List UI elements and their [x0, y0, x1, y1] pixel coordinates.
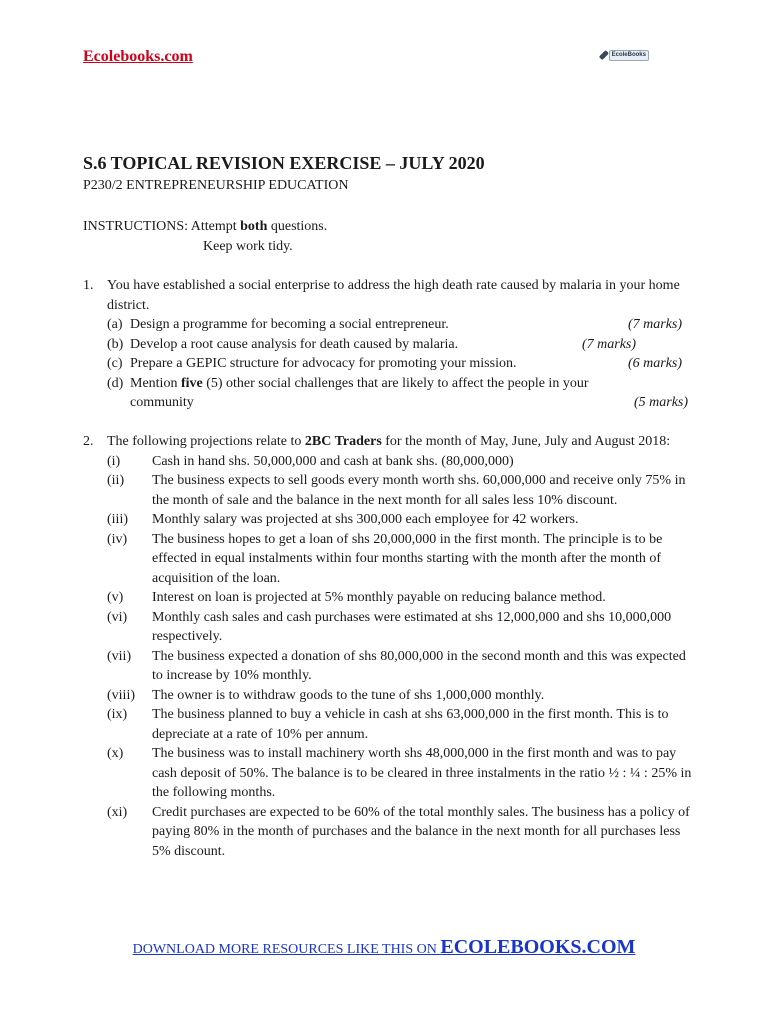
- list-item: [107, 686, 697, 706]
- part-text-content: Develop a root cause analysis for death caused by malaria.: [130, 336, 459, 352]
- item-label: (xi): [107, 804, 128, 820]
- part-text-pre: Mention: [130, 375, 181, 391]
- list-item: [107, 744, 697, 803]
- instructions-label: INSTRUCTIONS: Attempt: [83, 219, 241, 234]
- item-text: The business hopes to get a loan of shs 20,000,000 in the first month. The principle is to be effected in equal instalments within four months starting with the month after the month of acquisition of the loan.: [152, 531, 663, 586]
- item-label: (x): [107, 746, 124, 761]
- ecolebooks-header-link[interactable]: Ecolebooks.com: [83, 48, 193, 65]
- part-label: (a): [107, 317, 123, 332]
- part-text-content: Design a programme for becoming a social entrepreneur.: [130, 317, 449, 332]
- item-label: (ii): [107, 473, 125, 488]
- list-item: [107, 705, 697, 744]
- list-item: [107, 588, 697, 608]
- question-2-text-pre: The following projections relate to: [107, 434, 305, 449]
- company-name: 2BC Traders: [304, 434, 382, 449]
- part-text-line-2: community: [130, 395, 194, 410]
- instructions-line-2: Keep work tidy.: [203, 239, 293, 254]
- part-marks: (7 marks): [628, 317, 683, 332]
- part-marks: (7 marks): [582, 336, 637, 352]
- page-title: S.6 TOPICAL REVISION EXERCISE – JULY 2020: [83, 153, 485, 173]
- ecolebooks-logo: [601, 48, 649, 62]
- question-1-part-d: [107, 374, 697, 413]
- question-2-text-post: for the month of May, June, July and August 2018:: [381, 434, 671, 449]
- part-text-post: (5) other social challenges that are likely to affect the people in your: [202, 375, 589, 391]
- part-label: (d): [107, 375, 124, 391]
- question-2: [83, 432, 697, 861]
- item-text: The business expects to sell goods every month worth shs. 60,000,000 and receive only 75% in the month of sale and the balance in the next month for all sales less 10% discount.: [152, 473, 686, 508]
- item-label: (iv): [107, 531, 128, 547]
- part-label: (b): [107, 336, 124, 352]
- question-1-part-c: [107, 354, 697, 374]
- part-marks: (5 marks): [634, 395, 689, 410]
- item-text: Monthly salary was projected at shs 300,000 each employee for 42 workers.: [152, 512, 579, 527]
- part-label: (c): [107, 356, 123, 371]
- question-2-text: [107, 432, 697, 452]
- list-item: [107, 803, 697, 862]
- question-1: [83, 276, 697, 413]
- part-text: [130, 315, 697, 335]
- question-1-header: [83, 276, 697, 315]
- list-item: [107, 452, 697, 472]
- instructions-rest: questions.: [267, 219, 328, 234]
- item-text: The owner is to withdraw goods to the tune of shs 1,000,000 monthly.: [152, 687, 545, 703]
- item-label: (viii): [107, 687, 135, 703]
- question-1-part-b: [107, 335, 697, 355]
- page-subtitle: P230/2 ENTREPRENEURSHIP EDUCATION: [83, 178, 349, 193]
- part-text: [130, 354, 697, 374]
- list-item: [107, 530, 697, 589]
- item-text: Monthly cash sales and cash purchases were estimated at shs 12,000,000 and shs 10,000,000 respectively.: [152, 609, 672, 644]
- part-text: [130, 335, 697, 355]
- part-text: [130, 374, 697, 413]
- item-text: The business expected a donation of shs 80,000,000 in the second month and this was expected to increase by 10% monthly.: [152, 648, 686, 683]
- list-item: [107, 471, 697, 510]
- item-label: (vii): [107, 648, 132, 664]
- item-text: Credit purchases are expected to be 60% of the total monthly sales. The business has a policy of paying 80% in the month of purchases and the balance in the next month for all purchases less 5% discount.: [152, 804, 690, 859]
- item-text: Interest on loan is projected at 5% monthly payable on reducing balance method.: [152, 590, 606, 605]
- question-1-number: 1.: [83, 278, 94, 293]
- list-item: [107, 608, 697, 647]
- item-label: (v): [107, 590, 124, 605]
- question-2-number: 2.: [83, 434, 94, 449]
- instructions-bold: both: [240, 219, 268, 234]
- question-1-text: You have established a social enterprise to address the high death rate caused by malaria in your home district.: [107, 278, 680, 313]
- item-label: (ix): [107, 707, 128, 722]
- list-item: [107, 510, 697, 530]
- instructions-line-1: [83, 217, 327, 237]
- item-label: (iii): [107, 512, 128, 527]
- item-label: (i): [107, 453, 121, 469]
- item-label: (vi): [107, 609, 128, 625]
- footer-link-text: DOWNLOAD MORE RESOURCES LIKE THIS ON: [132, 942, 441, 957]
- item-text: Cash in hand shs. 50,000,000 and cash at bank shs. (80,000,000): [152, 453, 514, 469]
- list-item: [107, 647, 697, 686]
- download-resources-link[interactable]: [0, 936, 768, 959]
- question-2-header: [83, 432, 697, 452]
- item-text: The business planned to buy a vehicle in cash at shs 63,000,000 in the first month. This is to depreciate at a rate of 10% per annum.: [152, 707, 669, 742]
- part-text-bold: five: [180, 375, 203, 391]
- instructions: [83, 217, 327, 257]
- footer-link-site: ECOLEBOOKS.COM: [440, 936, 636, 958]
- book-icon: [599, 50, 609, 60]
- logo-text: EcoleBooks: [609, 50, 649, 61]
- part-marks: (6 marks): [628, 356, 683, 371]
- question-1-part-a: [107, 315, 697, 335]
- part-text-content: Prepare a GEPIC structure for advocacy for promoting your mission.: [130, 356, 517, 371]
- item-text: The business was to install machinery worth shs 48,000,000 in the first month and was to pay cash deposit of 50%. The balance is to be cleared in three instalments in the ratio ½ : ¼ : 25% in the following months.: [152, 746, 692, 800]
